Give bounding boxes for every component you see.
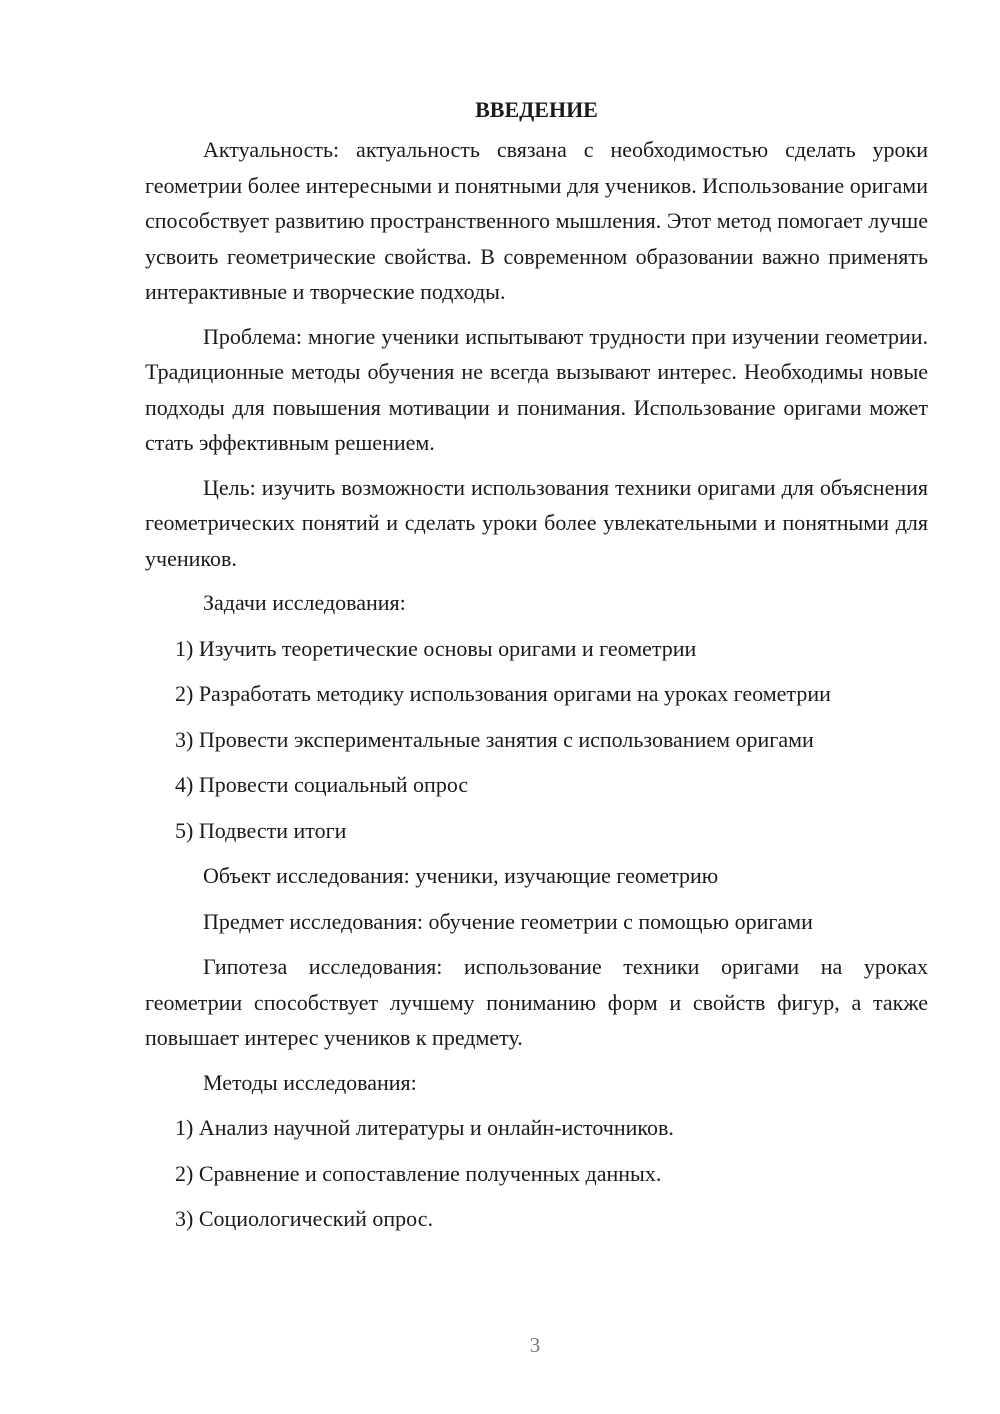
task-item: 1) Изучить теоретические основы оригами и геометрии xyxy=(175,635,697,661)
method-item: 2) Сравнение и сопоставление полученных данных. xyxy=(175,1160,662,1186)
page-number: 3 xyxy=(529,1333,541,1357)
goal-paragraph: Цель: изучить возможности использования техники оригами для объяснения геометрических понятий и сделать уроки более увлекательными и понятными для учеников. xyxy=(145,474,928,571)
method-item: 3) Социологический опрос. xyxy=(175,1206,433,1231)
tasks-title: Задачи исследования: xyxy=(203,590,406,615)
method-item: 1) Анализ научной литературы и онлайн-источников. xyxy=(175,1115,674,1140)
page-title: ВВЕДЕНИЕ xyxy=(475,97,598,122)
document-page xyxy=(145,92,928,1247)
relevance-paragraph: Актуальность: актуальность связана с необходимостью сделать уроки геометрии более интересными и понятными для учеников. Использование оригами способствует развитию пространственного мышления. Этот метод помогает лучше усвоить геометрические свойства. В современном образовании важно применять интерактивные и творческие подходы. xyxy=(145,137,928,304)
problem-paragraph: Проблема: многие ученики испытывают трудности при изучении геометрии. Традиционные методы обучения не всегда вызывают интерес. Необходимы новые подходы для повышения мотивации и понимания. Использование оригами может стать эффективным решением. xyxy=(145,323,928,455)
task-item: 3) Провести экспериментальные занятия с использованием оригами xyxy=(175,726,814,752)
object-paragraph: Объект исследования: ученики, изучающие геометрию xyxy=(203,863,719,888)
methods-title: Методы исследования: xyxy=(203,1069,417,1095)
hypothesis-paragraph: Гипотеза исследования: использование техники оригами на уроках геометрии способствует лучшему пониманию форм и свойств фигур, а также повышает интерес учеников к предмету. xyxy=(145,954,928,1050)
task-item: 2) Разработать методику использования оригами на уроках геометрии xyxy=(175,681,831,706)
task-item: 4) Провести социальный опрос xyxy=(175,772,469,797)
task-item: 5) Подвести итоги xyxy=(175,817,347,843)
subject-paragraph: Предмет исследования: обучение геометрии с помощью оригами xyxy=(203,908,813,934)
